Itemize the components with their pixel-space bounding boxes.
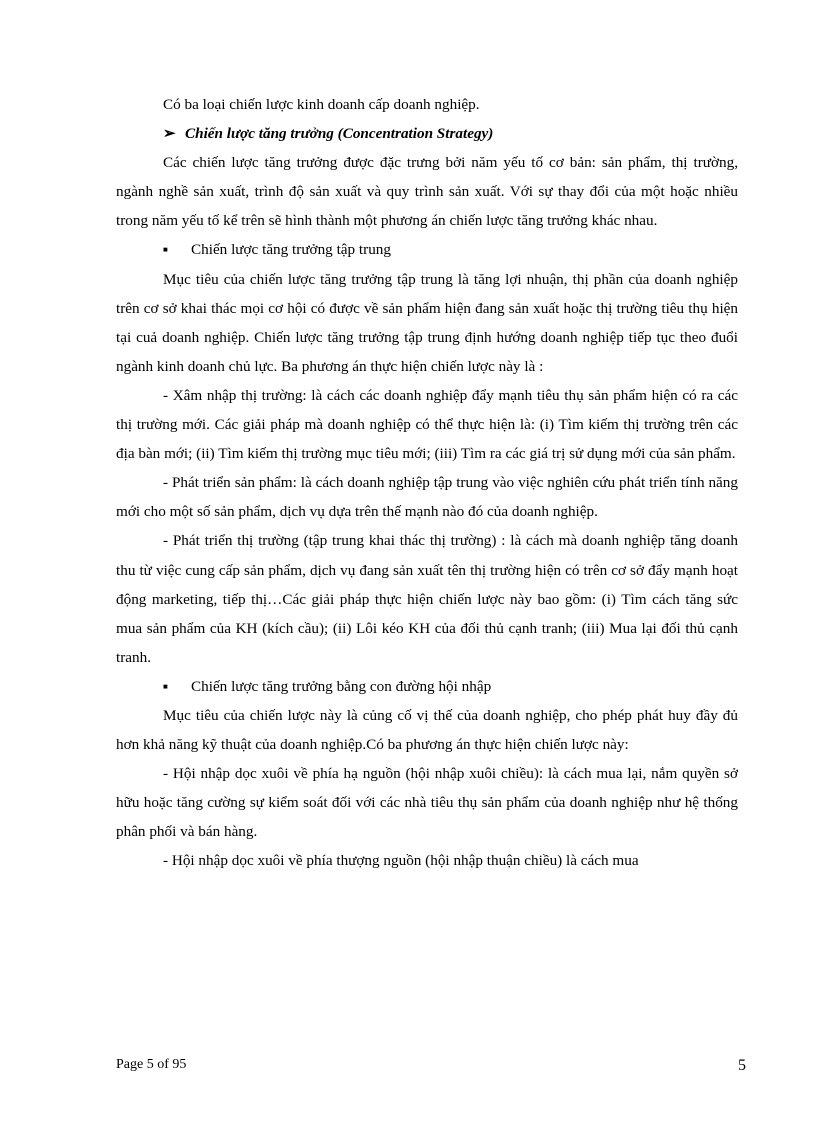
section-heading bbox=[116, 119, 738, 148]
square-bullet-icon: ■ bbox=[163, 245, 168, 255]
subheading-concentrated-growth bbox=[116, 235, 738, 264]
document-body bbox=[116, 90, 738, 876]
paragraph-backward-integration: - Hội nhập dọc xuôi về phía thượng nguồn (hội nhập thuận chiều) là cách mua bbox=[163, 852, 639, 870]
square-bullet-icon: ■ bbox=[163, 681, 168, 691]
arrow-bullet-icon: ➢ bbox=[163, 125, 176, 143]
subheading-integration-growth bbox=[116, 672, 738, 701]
intro-paragraph: Có ba loại chiến lược kinh doanh cấp doanh nghiệp. bbox=[163, 96, 480, 113]
paragraph-integration-goal: Mục tiêu của chiến lược này là củng cố vị thế của doanh nghiệp, cho phép phát huy đầy đủ hơn khả năng kỹ thuật của doanh nghiệp.Có ba phương án thực hiện chiến lược này: bbox=[116, 706, 738, 754]
subheading-text: Chiến lược tăng trưởng tập trung bbox=[191, 241, 391, 259]
paragraph-forward-integration: - Hội nhập dọc xuôi về phía hạ nguồn (hội nhập xuôi chiều): là cách mua lại, nắm quyền sở hữu hoặc tăng cường sự kiểm soát đối với các nhà tiêu thụ sản phẩm của doanh nghiệp như hệ thống phân phối và bán hàng. bbox=[116, 765, 738, 841]
paragraph-growth-factors: Các chiến lược tăng trưởng được đặc trưng bởi năm yếu tố cơ bản: sản phẩm, thị trường, ngành nghề sản xuất, trình độ sản xuất và quy trình sản xuất. Với sự thay đổi của một hoặc nhiều trong năm yếu tố kể trên sẽ hình thành một phương án chiến lược tăng trưởng khác nhau. bbox=[116, 154, 738, 230]
paragraph-market-development: - Phát triển thị trường (tập trung khai thác thị trường) : là cách mà doanh nghiệp tăng doanh thu từ việc cung cấp sản phẩm, dịch vụ đang sản xuất tên thị trường hiện có trên cơ sở đẩy mạnh hoạt động marketing, tiếp thị…Các giải pháp thực hiện chiến lược này bao gồm: (i) Tìm cách tăng sức mua sản phẩm của KH (kích cầu); (ii) Lôi kéo KH của đối thủ cạnh tranh; (iii) Mua lại đối thủ cạnh tranh. bbox=[116, 532, 738, 666]
paragraph-concentrated-goal: Mục tiêu của chiến lược tăng trưởng tập trung là tăng lợi nhuận, thị phần của doanh nghiệp trên cơ sở khai thác mọi cơ hội có được về sản phẩm hiện đang sản xuất hoặc thị trường tiêu thụ hiện tại cuả doanh nghiệp. Chiến lược tăng trưởng tập trung định hướng doanh nghiệp tiếp tục theo đuổi ngành kinh doanh chủ lực. Ba phương án thực hiện chiến lược này là : bbox=[116, 270, 738, 375]
paragraph-product-development: - Phát triển sản phẩm: là cách doanh nghiệp tập trung vào việc nghiên cứu phát triển tính năng mới cho một số sản phẩm, dịch vụ dựa trên thế mạnh nào đó của doanh nghiệp. bbox=[116, 474, 738, 521]
page-count-label: Page 5 of 95 bbox=[116, 1057, 187, 1072]
section-heading-text: Chiến lược tăng trưởng (Concentration Strategy) bbox=[185, 125, 494, 143]
subheading-text: Chiến lược tăng trưởng bằng con đường hội nhập bbox=[191, 677, 492, 695]
page-number: 5 bbox=[738, 1057, 746, 1074]
paragraph-market-penetration: - Xâm nhập thị trường: là cách các doanh nghiệp đẩy mạnh tiêu thụ sản phẩm hiện có ra các thị trường mới. Các giải pháp mà doanh nghiệp có thể thực hiện là: (i) Tìm kiếm thị trường trên các địa bàn mới; (ii) Tìm kiếm thị trường mục tiêu mới; (iii) Tìm ra các giá trị sử dụng mới của sản phẩm. bbox=[116, 386, 738, 463]
